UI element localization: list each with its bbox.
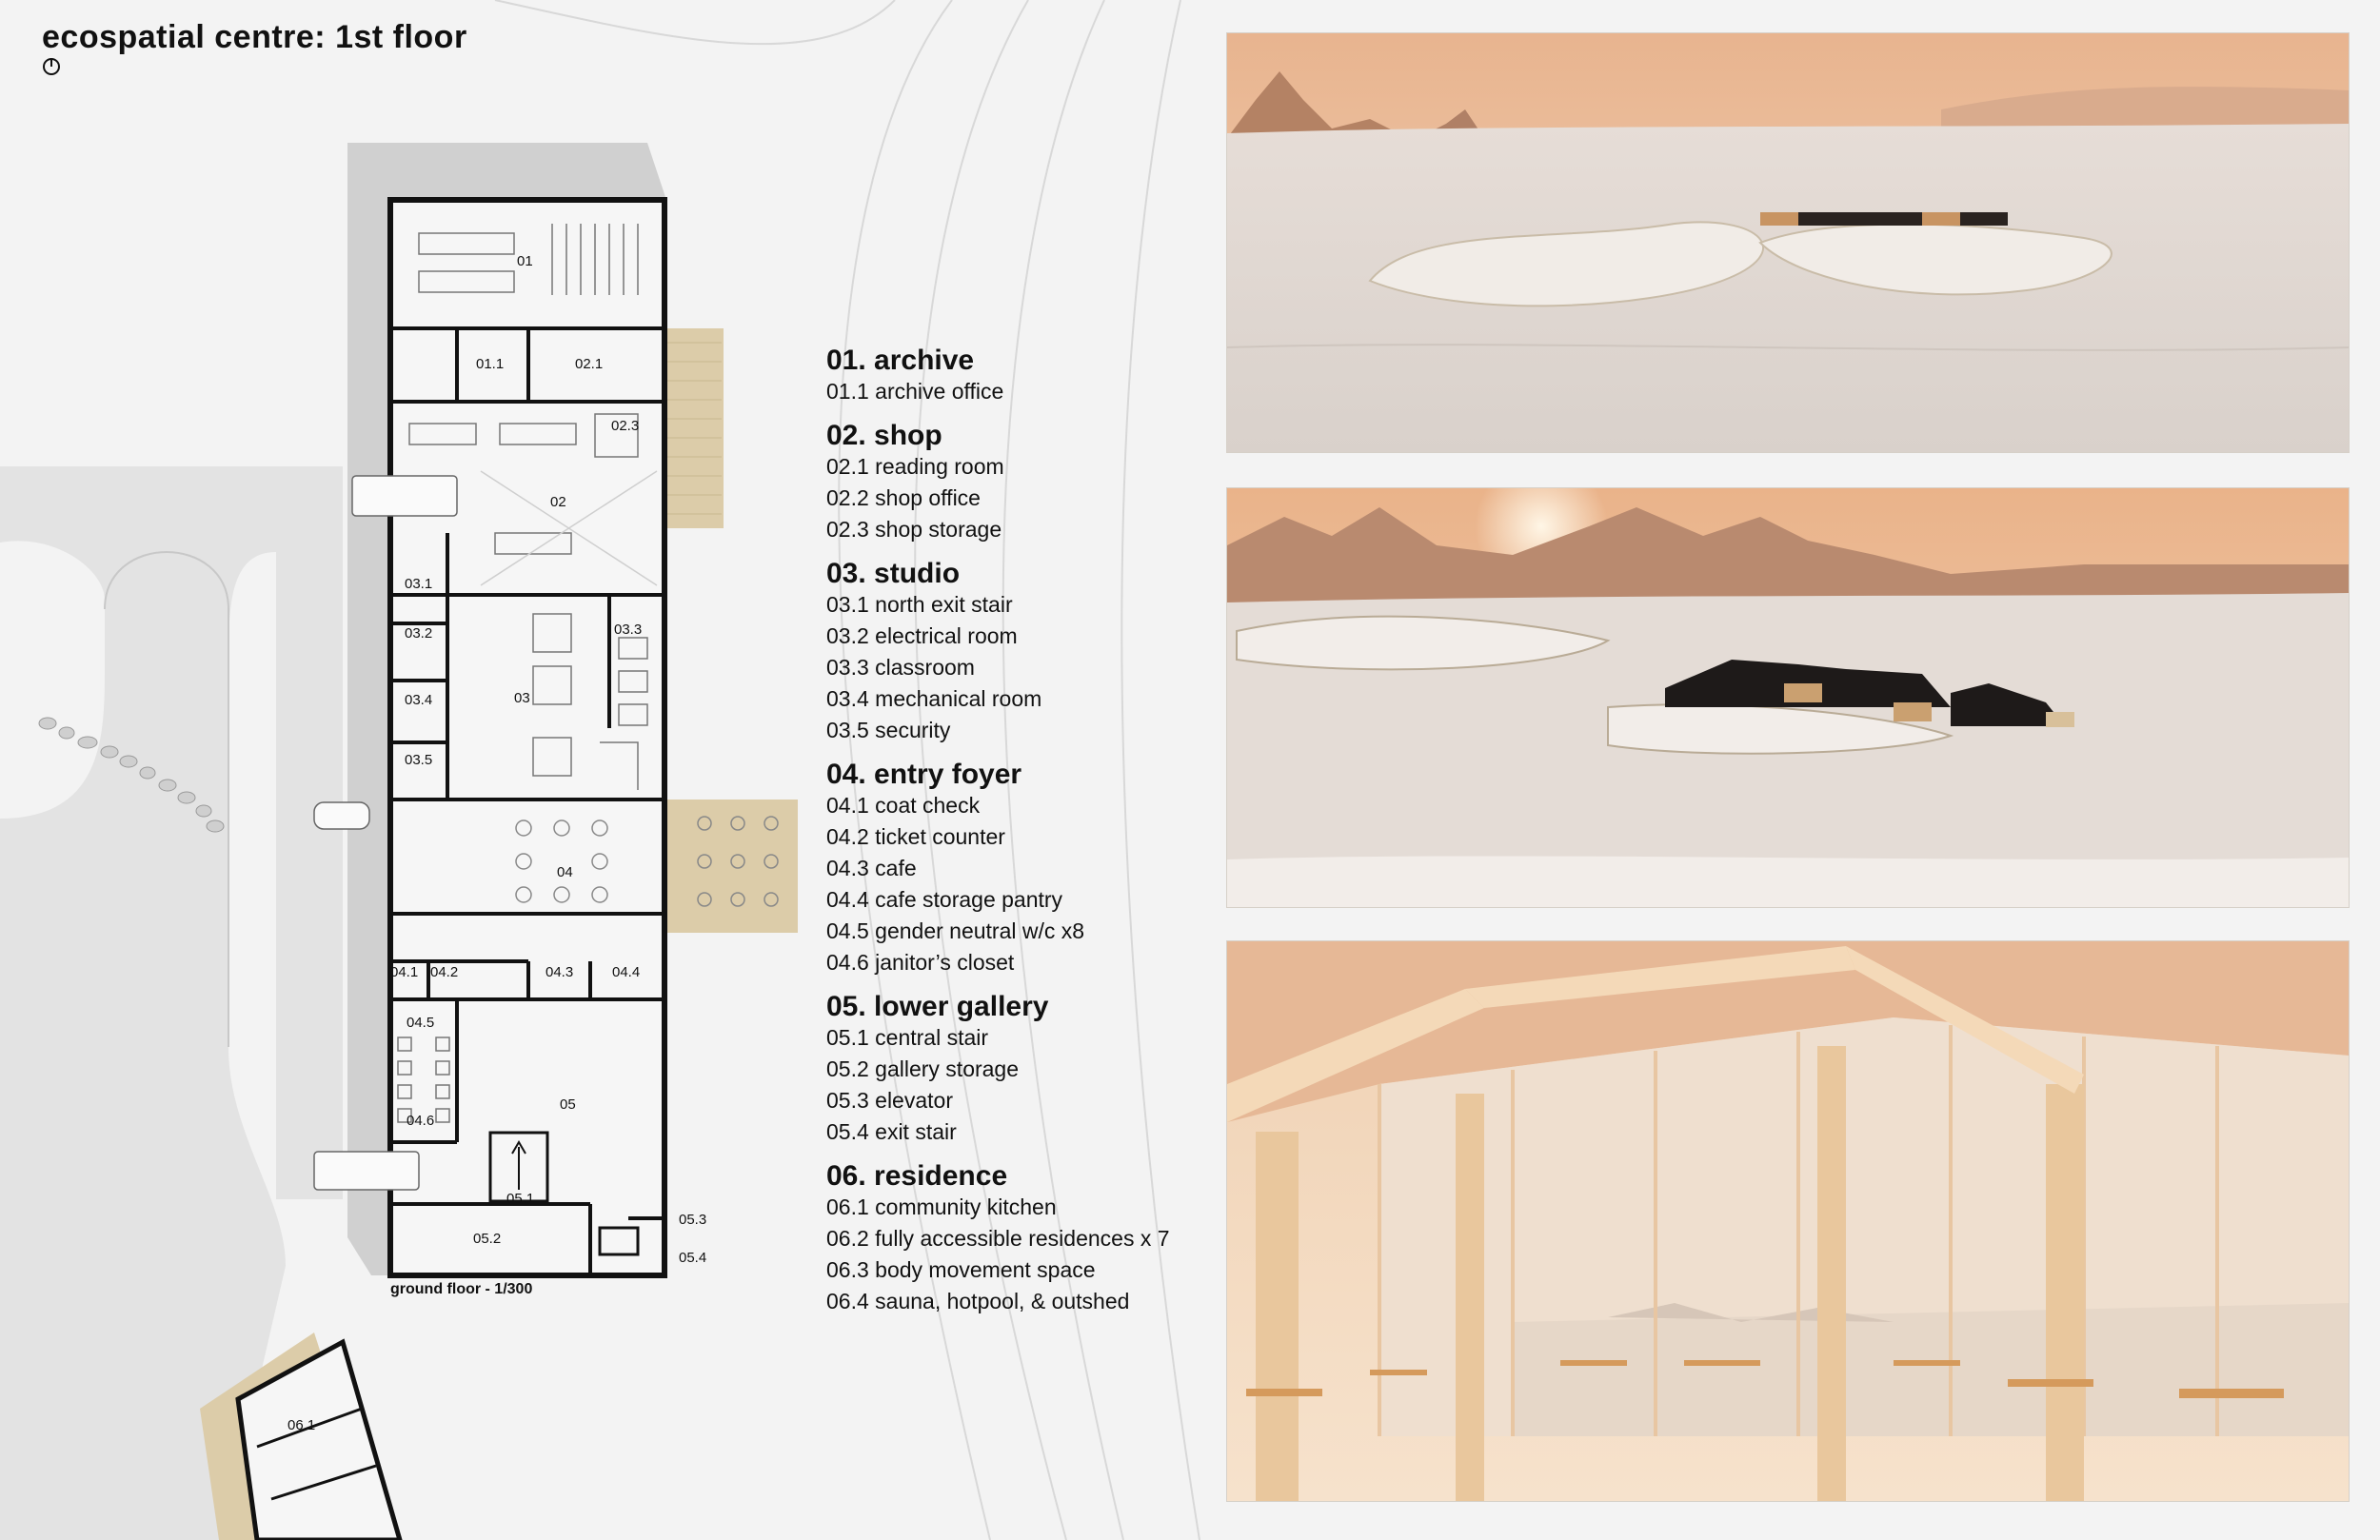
legend-heading: 02. shop	[826, 420, 942, 451]
legend-item: 05.3 elevator	[826, 1088, 953, 1113]
legend-item: 02.1 reading room	[826, 454, 1004, 479]
room-label-04-4: 04.4	[612, 964, 641, 980]
room-label-03-1: 03.1	[405, 576, 433, 592]
room-label-02-3: 02.3	[611, 418, 640, 434]
legend-item: 03.1 north exit stair	[826, 592, 1013, 617]
room-label-05-4: 05.4	[679, 1250, 707, 1266]
legend-group-shop	[826, 420, 1245, 545]
legend-heading: 06. residence	[826, 1160, 1008, 1192]
legend-item: 04.2 ticket counter	[826, 824, 1005, 849]
room-label-05-3: 05.3	[679, 1212, 707, 1228]
room-label-04-1: 04.1	[390, 964, 419, 980]
legend-item: 03.5 security	[826, 718, 951, 742]
legend-item: 04.3 cafe	[826, 856, 917, 880]
room-label-04: 04	[557, 864, 573, 880]
deck-north-east	[664, 328, 724, 528]
room-label-03: 03	[514, 690, 530, 706]
room-label-01: 01	[517, 253, 533, 269]
legend-item: 02.2 shop office	[826, 485, 981, 510]
legend-item: 05.1 central stair	[826, 1025, 989, 1050]
legend-group-lower-gallery	[826, 991, 1245, 1148]
room-label-01-1: 01.1	[476, 356, 505, 372]
legend-item: 04.6 janitor’s closet	[826, 950, 1015, 975]
room-label-02-1: 02.1	[575, 356, 604, 372]
legend-item: 03.2 electrical room	[826, 623, 1018, 648]
room-label-02: 02	[550, 494, 566, 510]
legend-item: 05.2 gallery storage	[826, 1056, 1020, 1081]
legend-item: 05.4 exit stair	[826, 1119, 957, 1144]
room-legend	[826, 345, 1245, 1330]
legend-group-archive	[826, 345, 1245, 407]
legend-item: 03.3 classroom	[826, 655, 975, 680]
render-interior	[1226, 940, 2350, 1502]
legend-item: 03.4 mechanical room	[826, 686, 1042, 711]
room-label-03-4: 03.4	[405, 692, 433, 708]
legend-heading: 05. lower gallery	[826, 991, 1049, 1022]
room-label-05-2: 05.2	[473, 1231, 502, 1247]
render-landscape-distant	[1226, 32, 2350, 453]
room-label-04-5: 04.5	[407, 1015, 435, 1031]
page-title: ecospatial centre: 1st floor	[42, 19, 467, 55]
legend-item: 04.4 cafe storage pantry	[826, 887, 1063, 912]
room-label-06-1: 06.1	[288, 1417, 316, 1433]
room-label-04-3: 04.3	[545, 964, 574, 980]
render-landscape-sunset	[1226, 487, 2350, 908]
room-label-03-3: 03.3	[614, 622, 643, 638]
room-label-03-5: 03.5	[405, 752, 433, 768]
legend-heading: 04. entry foyer	[826, 759, 1022, 790]
legend-item: 04.5 gender neutral w/c x8	[826, 918, 1085, 943]
room-label-05: 05	[560, 1096, 576, 1113]
legend-item: 04.1 coat check	[826, 793, 981, 818]
legend-item: 06.3 body movement space	[826, 1257, 1096, 1282]
legend-heading: 01. archive	[826, 345, 975, 376]
plan-scale-label: ground floor - 1/300	[390, 1281, 533, 1297]
legend-heading: 03. studio	[826, 558, 961, 589]
room-label-03-2: 03.2	[405, 625, 433, 642]
deck-mid-east	[664, 800, 798, 933]
legend-group-studio	[826, 558, 1245, 746]
legend-item: 06.4 sauna, hotpool, & outshed	[826, 1289, 1130, 1313]
legend-item: 02.3 shop storage	[826, 517, 1002, 542]
room-label-04-2: 04.2	[430, 964, 459, 980]
legend-group-residence	[826, 1160, 1245, 1317]
legend-item: 06.2 fully accessible residences x 7	[826, 1226, 1170, 1251]
legend-item: 06.1 community kitchen	[826, 1194, 1057, 1219]
room-label-04-6: 04.6	[407, 1113, 435, 1129]
floor-plan	[0, 0, 857, 1540]
legend-group-entry-foyer	[826, 759, 1245, 978]
legend-item: 01.1 archive office	[826, 379, 1004, 404]
room-label-05-1: 05.1	[506, 1191, 535, 1207]
